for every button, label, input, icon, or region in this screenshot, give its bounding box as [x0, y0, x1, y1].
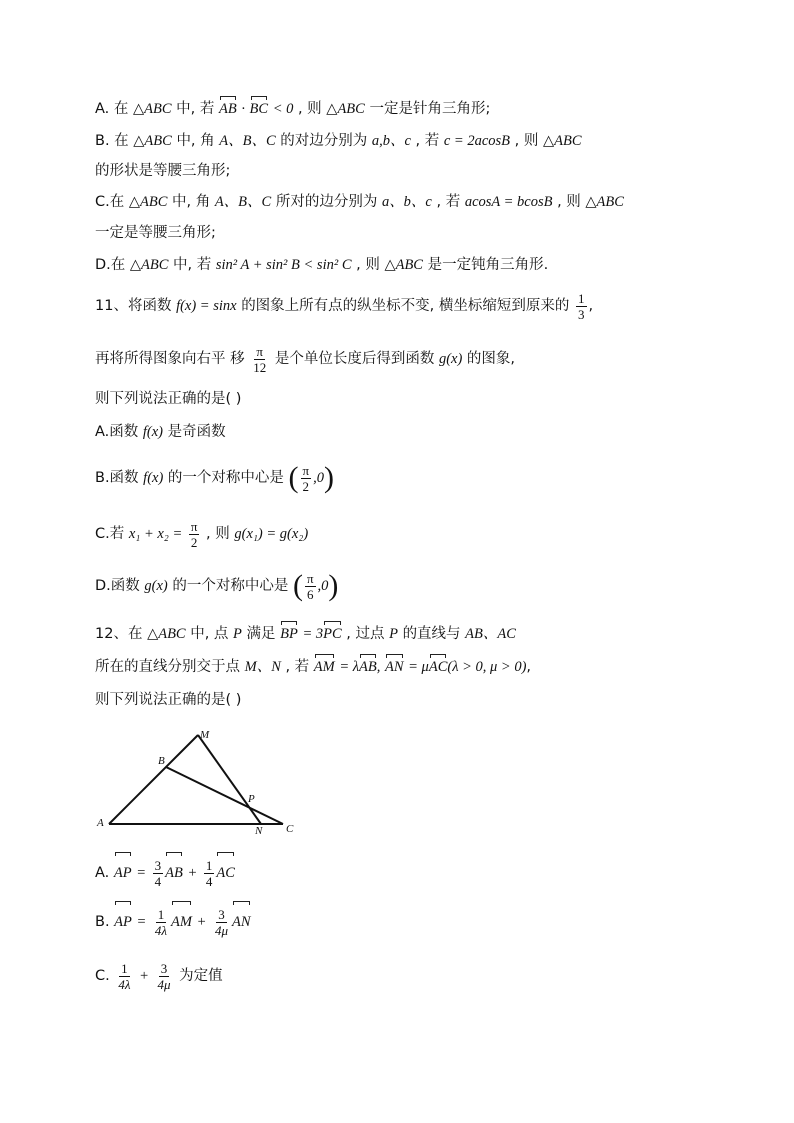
numerator: 3 [160, 960, 168, 976]
text: 的一个对称中心是 [172, 578, 289, 594]
triangle-label: △ABC [128, 194, 168, 210]
right-paren: ) [328, 569, 339, 602]
q11-option-b [95, 458, 334, 498]
text: D.在 [95, 257, 126, 273]
text: 是个单位长度后得到函数 [274, 351, 435, 367]
triangle-label: △ABC [129, 257, 169, 273]
point-label: P [389, 626, 398, 642]
numerator: 3 [218, 906, 225, 922]
q11-option-d [95, 566, 338, 606]
condition: (λ > 0, μ > 0) [447, 659, 527, 675]
text: , 若 [436, 194, 461, 210]
equals: = 3 [302, 626, 324, 642]
denominator: 4μ [215, 922, 229, 938]
denominator: 4 [154, 873, 162, 889]
angles: A、B、C [214, 194, 272, 210]
vector-ac: AC [428, 659, 448, 675]
label-n: N [255, 825, 263, 837]
text: 满足 [246, 626, 276, 642]
text: , 则 [297, 101, 322, 117]
right-paren: ) [323, 461, 334, 494]
text: 中, 点 [190, 626, 229, 642]
triangle-label: △ABC [133, 133, 172, 149]
equation-lhs: x₁ + x₂ = [128, 526, 183, 542]
text: 再将所得图象向右平 移 [95, 351, 245, 367]
text: 中, 角 [172, 194, 211, 210]
text: C.在 [95, 194, 125, 210]
function-expr: f(x) = sinx [176, 298, 237, 314]
q11-stem-line3: 则下列说法正确的是( ) [95, 391, 242, 407]
vector-ap: AP [114, 855, 132, 891]
angles: A、B、C [219, 133, 276, 149]
fraction [305, 571, 316, 602]
equals: = [136, 914, 147, 930]
label-c: C [286, 823, 294, 835]
fraction [301, 463, 312, 494]
equals: = λ [339, 659, 360, 675]
condition: sin² A + sin² B < sin² C [215, 257, 352, 273]
function-expr: g(x) [144, 578, 168, 594]
condition: c = 2acosB [443, 133, 511, 149]
vector-an: AN [232, 904, 251, 940]
line-bc [166, 767, 283, 824]
text: 为定值 [179, 968, 223, 984]
vector-ac: AC [216, 855, 235, 891]
vector-an: AN [385, 659, 404, 675]
vector-am: AM [171, 904, 192, 940]
plus: + [187, 865, 198, 881]
triangle-label: △ABC [384, 257, 423, 273]
text: B. 在 [95, 133, 129, 149]
text: , 则 [557, 194, 581, 210]
text: 所对的边分别为 [275, 194, 378, 210]
vector-pc: PC [323, 626, 342, 642]
text: 是一定钝角三角形. [427, 257, 549, 273]
numerator: π [306, 570, 314, 586]
text: , [526, 659, 532, 675]
q12-stem-line2 [95, 657, 531, 677]
q10-option-b-line1 [95, 131, 582, 151]
numerator: π [302, 462, 310, 478]
q11-stem-line1 [95, 288, 593, 324]
numerator: 3 [154, 857, 162, 873]
text: 一定是针角三角形; [369, 101, 491, 117]
denominator: 4λ [118, 976, 131, 992]
q10-option-c-line2: 一定是等腰三角形; [95, 225, 216, 241]
q11-stem-line2 [95, 341, 515, 377]
vector-ab: AB [218, 101, 237, 117]
text: 中, 若 [176, 101, 215, 117]
triangle-label: △ABC [585, 194, 624, 210]
q10-option-c-line1 [95, 192, 624, 212]
inequality: < 0 [272, 101, 294, 117]
left-paren: ( [292, 569, 303, 602]
text: A. 在 [95, 101, 129, 117]
fraction [153, 858, 164, 889]
numerator: 1 [157, 906, 165, 922]
q12-option-c [95, 958, 223, 994]
denominator: 6 [306, 586, 314, 602]
equals: = [136, 865, 147, 881]
q10-option-b-line2: 的形状是等腰三角形; [95, 163, 231, 179]
text: A.函数 [95, 424, 139, 440]
question-number-text: 12、在 [95, 626, 143, 642]
line-am [109, 735, 198, 824]
triangle-figure [95, 725, 305, 840]
text: ,0 [313, 470, 324, 486]
text: C. [95, 968, 110, 984]
function-expr: g(x) [438, 351, 463, 367]
plus: + [139, 968, 149, 984]
fraction [576, 291, 587, 322]
text: , 若 [415, 133, 440, 149]
text: 的直线与 [402, 626, 461, 642]
label-b: B [158, 755, 165, 767]
fraction [116, 961, 132, 992]
text: 所在的直线分别交于点 [95, 659, 240, 675]
label-m: M [200, 729, 210, 741]
label-a: A [97, 817, 104, 829]
vector-bp: BP [280, 626, 298, 642]
text: D.函数 [95, 578, 140, 594]
vector-ap: AP [114, 904, 132, 940]
denominator: 3 [578, 306, 585, 322]
text: , 则 [356, 257, 380, 273]
denominator: 2 [190, 534, 198, 550]
comma: , [376, 659, 381, 675]
text: , 若 [285, 659, 310, 675]
q12-option-b [95, 904, 251, 940]
numerator: π [256, 343, 263, 359]
denominator: 2 [302, 478, 310, 494]
text: ,0 [317, 578, 329, 594]
text: , 则 [206, 526, 230, 542]
point-label: P [233, 626, 242, 642]
q10-option-d [95, 255, 548, 275]
text: 的图象, [466, 351, 515, 367]
triangle-label: △ABC [326, 101, 365, 117]
function-expr: f(x) [143, 470, 164, 486]
vector-bc: BC [249, 101, 269, 117]
q12-stem-line1 [95, 624, 516, 644]
equals: = μ [408, 659, 429, 675]
fraction [153, 907, 169, 938]
vector-ab: AB [165, 855, 183, 891]
q12-stem-line3: 则下列说法正确的是( ) [95, 692, 242, 708]
q10-option-a [95, 99, 490, 119]
numerator: 1 [121, 960, 128, 976]
line-labels: AB、AC [465, 626, 516, 642]
triangle-label: △ABC [133, 101, 172, 117]
fraction [189, 519, 200, 550]
fraction [213, 907, 230, 938]
triangle-label: △ABC [542, 133, 582, 149]
point-labels: M、N [244, 659, 281, 675]
fraction [204, 858, 215, 889]
denominator: 4 [205, 873, 213, 889]
text: , 则 [514, 133, 539, 149]
text: 的一个对称中心是 [167, 470, 284, 486]
q11-option-a [95, 422, 226, 442]
text: B.函数 [95, 470, 139, 486]
numerator: 1 [205, 857, 213, 873]
text: 中, 若 [173, 257, 212, 273]
numerator: 1 [578, 290, 585, 306]
dot-operator: · [241, 101, 245, 117]
label-p: P [248, 793, 255, 805]
text: 的图象上所有点的纵坐标不变, 横坐标缩短到原来的 [241, 298, 570, 314]
denominator: 4μ [157, 976, 171, 992]
text: 的对边分别为 [280, 133, 368, 149]
q12-option-a [95, 855, 235, 891]
denominator: 12 [253, 359, 267, 375]
left-paren: ( [288, 461, 299, 494]
text: 是奇函数 [167, 424, 226, 440]
sides: a,b、c [371, 133, 411, 149]
text: , [588, 298, 594, 314]
numerator: π [190, 518, 198, 534]
vector-ab: AB [359, 659, 377, 675]
text: 中, 角 [176, 133, 215, 149]
vector-am: AM [313, 659, 335, 675]
text: C.若 [95, 526, 125, 542]
denominator: 4λ [154, 922, 168, 938]
text: A. [95, 865, 110, 881]
sides: a、b、c [381, 194, 432, 210]
function-expr: f(x) [142, 424, 164, 440]
equation-rhs: g(x₁) = g(x₂) [234, 526, 309, 542]
fraction [156, 961, 173, 992]
triangle-label: △ABC [147, 626, 186, 642]
text: B. [95, 914, 110, 930]
line-mn [198, 735, 261, 824]
question-number-text: 11、将函数 [95, 298, 172, 314]
plus: + [196, 914, 207, 930]
condition: acosA = bcosB [464, 194, 553, 210]
text: , 过点 [346, 626, 385, 642]
fraction [251, 344, 268, 375]
q11-option-c [95, 516, 308, 552]
